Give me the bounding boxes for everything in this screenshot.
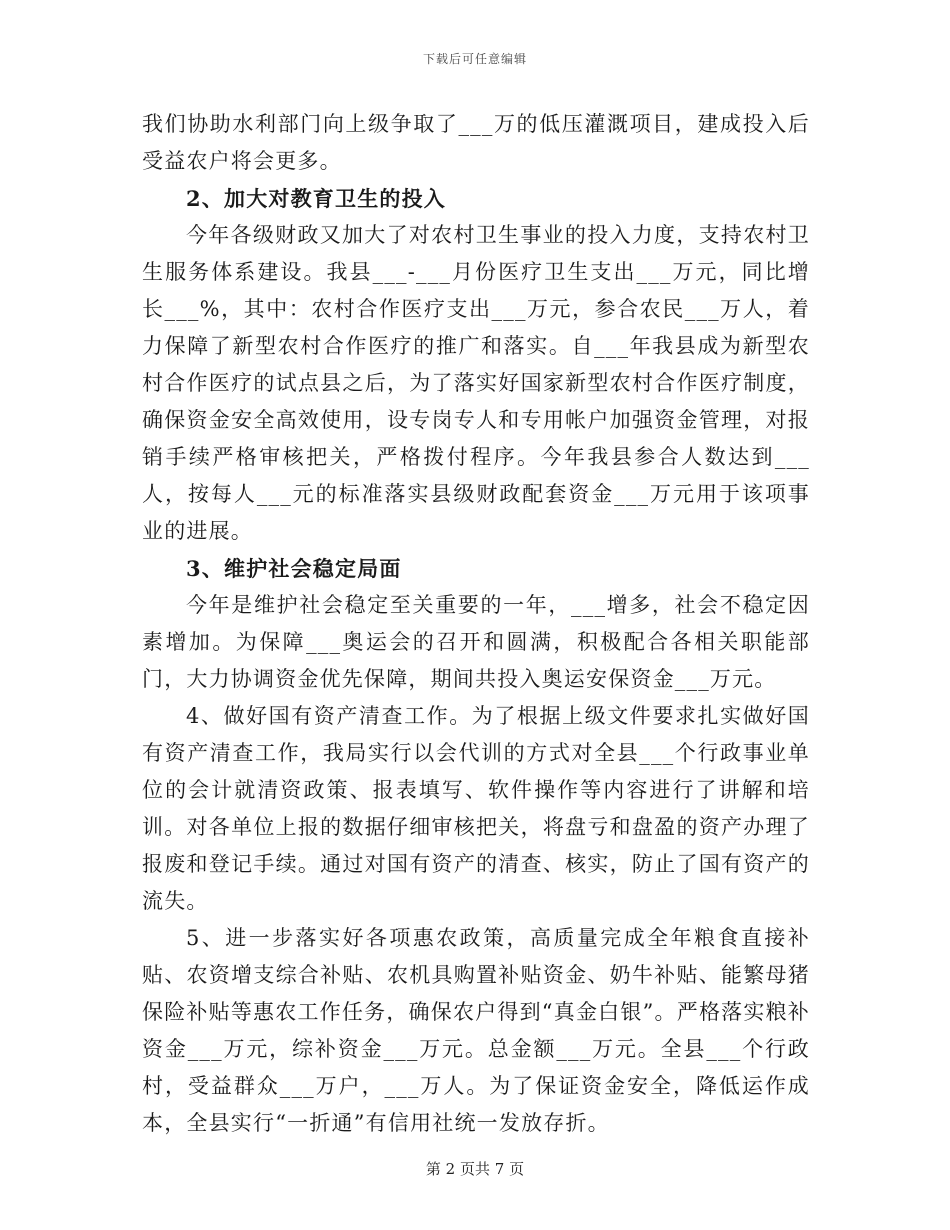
paragraph-health-investment: 今年各级财政又加大了对农村卫生事业的投入力度，支持农村卫生服务体系建设。我县___-___月份医疗卫生支出___万元，同比增长___%，其中：农村合作医疗支出___万元，参合农民___万人，着力保障了新型农村合作医疗的推广和落实。自___年我县成为新型农村合作医疗的试点县之后，为了落实好国家新型农村合作医疗制度，确保资金安全高效使用，设专岗专人和专用帐户加强资金管理，对报销手续严格审核把关，严格拨付程序。今年我县参合人数达到___人，按每人___元的标准落实县级财政配套资金___万元用于该项事业的进展。 [142, 223, 810, 543]
document-body [142, 106, 810, 1142]
section-heading-social-stability: 3、维护社会稳定局面 [186, 556, 402, 581]
page-header: 下载后可任意编辑 [422, 52, 527, 66]
paragraph-farm-policy: 5、进一步落实好各项惠农政策，高质量完成全年粮食直接补贴、农资增支综合补贴、农机具购置补贴资金、奶牛补贴、能繁母猪保险补贴等惠农工作任务，确保农户得到“真金白银”。严格落实粮补资金___万元，综补资金___万元。总金额___万元。全县___个行政村，受益群众___万户，___万人。为了保证资金安全，降低运作成本，全县实行“一折通”有信用社统一发放存折。 [142, 926, 810, 1135]
section-heading-education-health: 2、加大对教育卫生的投入 [186, 186, 447, 211]
paragraph-asset-audit: 4、做好国有资产清查工作。为了根据上级文件要求扎实做好国有资产清查工作，我局实行以会代训的方式对全县___个行政事业单位的会计就清资政策、报表填写、软件操作等内容进行了讲解和培训。对各单位上报的数据仔细审核把关，将盘亏和盘盈的资产办理了报废和登记手续。通过对国有资产的清查、核实，防止了国有资产的流失。 [142, 704, 810, 913]
page-footer: 第 2 页共 7 页 [425, 1160, 525, 1178]
paragraph-irrigation: 我们协助水利部门向上级争取了___万的低压灌溉项目，建成投入后受益农户将会更多。 [142, 112, 810, 173]
paragraph-social-stability: 今年是维护社会稳定至关重要的一年，___增多，社会不稳定因素增加。为保障___奥运会的召开和圆满，积极配合各相关职能部门，大力协调资金优先保障，期间共投入奥运安保资金___万元。 [142, 593, 810, 691]
